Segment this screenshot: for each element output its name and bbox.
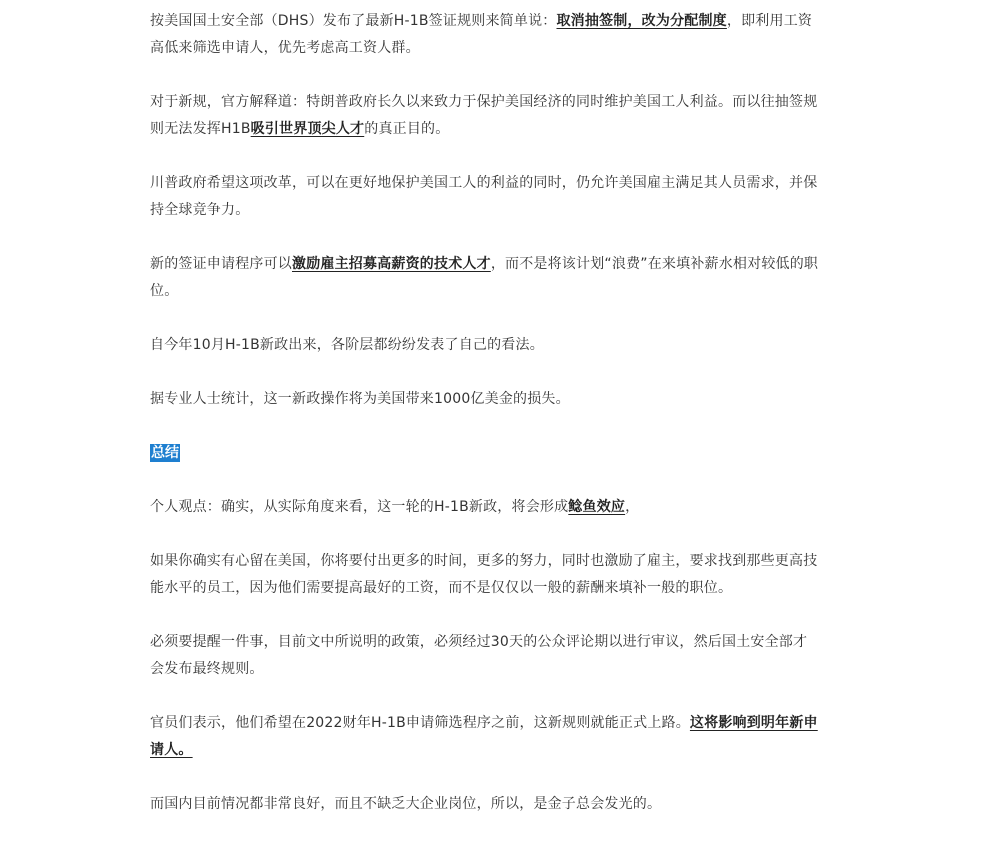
paragraph-4 [150, 251, 820, 305]
section-heading [150, 440, 820, 467]
paragraph-text: 的真正目的。 [364, 121, 450, 137]
paragraph-text: 川普政府希望这项改革，可以在更好地保护美国工人的利益的同时，仍允许美国雇主满足其人员需求，并保持全球竞争力。 [150, 175, 818, 218]
paragraph-text: ，即利用工资高低来筛选申请人，优先考虑高工资人群。 [150, 13, 813, 56]
paragraph-1 [150, 8, 820, 62]
paragraph-11 [150, 791, 820, 818]
highlight-text: 取消抽签制，改为分配制度 [556, 13, 727, 29]
paragraph-text: ，而不是将该计划“浪费”在来填补薪水相对较低的职位。 [150, 256, 819, 299]
paragraph-9 [150, 629, 820, 683]
section-heading-label: 总结 [151, 445, 179, 461]
paragraph-text: 自今年10月H-1B新政出来，各阶层都纷纷发表了自己的看法。 [150, 337, 544, 353]
paragraph-3 [150, 170, 820, 224]
highlight-text: 吸引世界顶尖人才 [250, 121, 365, 137]
highlight-text: 激励雇主招募高薪资的技术人才 [292, 256, 491, 272]
paragraph-text: 个人观点：确实，从实际角度来看，这一轮的H-1B新政，将会形成 [150, 499, 569, 515]
paragraph-text: 而国内目前情况都非常良好，而且不缺乏大企业岗位，所以，是金子总会发光的。 [150, 796, 662, 812]
paragraph-text: 对于新规，官方解释道：特朗普政府长久以来致力于保护美国经济的同时维护美国工人利益。而以往抽签规则无法发挥H1B [150, 94, 818, 137]
paragraph-text: 必须要提醒一件事，目前文中所说明的政策，必须经过30天的公众评论期以进行审议，然后国土安全部才会发布最终规则。 [150, 634, 808, 677]
paragraph-text: 新的签证申请程序可以 [150, 256, 292, 272]
paragraph-text: 官员们表示，他们希望在2022财年H-1B申请筛选程序之前，这新规则就能正式上路。 [150, 715, 690, 731]
paragraph-7 [150, 494, 820, 521]
paragraph-text: 据专业人士统计，这一新政操作将为美国带来1000亿美金的损失。 [150, 391, 570, 407]
paragraph-text: 按美国国土安全部（DHS）发布了最新H-1B签证规则来简单说： [150, 13, 557, 29]
highlight-text: 这将影响到明年新申请人。 [150, 715, 818, 758]
paragraph-8 [150, 548, 820, 602]
paragraph-10 [150, 710, 820, 764]
paragraph-2 [150, 89, 820, 143]
paragraph-5 [150, 332, 820, 359]
article-body [150, 8, 820, 845]
paragraph-text: 如果你确实有心留在美国，你将要付出更多的时间，更多的努力，同时也激励了雇主，要求找到那些更高技能水平的员工，因为他们需要提高最好的工资，而不是仅仅以一般的薪酬来填补一般的职位。 [150, 553, 818, 596]
paragraph-text: ， [625, 499, 640, 515]
highlight-text: 鲶鱼效应 [568, 499, 626, 515]
paragraph-6 [150, 386, 820, 413]
